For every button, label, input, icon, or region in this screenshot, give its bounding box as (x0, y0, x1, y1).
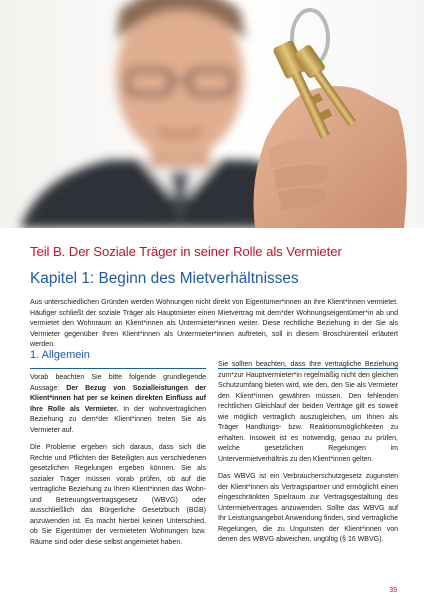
chapter-heading: Kapitel 1: Beginn des Mietverhältnisses (30, 270, 299, 287)
left-p1-emphasis: Der Bezug von Sozialleistungen der Klient*innen hat per se keinen direkten Einfluss auf Ihre Rolle als Vermieter. (30, 384, 206, 413)
left-p1-intro: Vorab beachten Sie bitte folgende grundlegende Aussage: (30, 374, 206, 392)
left-paragraph-1 (30, 373, 206, 436)
left-p1-rest: In der wohnvertraglichen Beziehung zu dem*der Klient*innen treten Sie als Vermieter auf. (30, 405, 206, 434)
page-number: 39 (389, 587, 397, 594)
right-paragraph-2: Das WBVG ist ein Verbraucherschutzgesetz zugunsten der Klient*innen als Vertragspartner und ermöglicht einen eingeschränkten Spielraum zur Vertragsgestaltung des Untermietvertrages anzuwenden. Sollte das WBVG auf Ihr Leistungsangebot Anwendung finden, sind vertragliche Regelungen, die zu Ungunsten der Klient*innen von denen des WBVG abweichen, ungültig (§ 16 WBVG). (218, 473, 398, 543)
right-column (218, 360, 398, 553)
part-heading: Teil B. Der Soziale Träger in seiner Rolle als Vermieter (30, 244, 342, 259)
left-column (30, 373, 206, 555)
photo-man-holding-keys (0, 0, 424, 228)
section-heading: 1. Allgemein (30, 349, 90, 361)
section-rule-left (30, 368, 206, 369)
header-photo (0, 0, 424, 228)
left-paragraph-2: Die Probleme ergeben sich daraus, dass sich die Rechte und Pflichten der Beteiligten aus verschiedenen gesetzlichen Regelungen ergeben können. Sie als sozialer Träger müssen vorab prüfen, ob auf die vertragliche Beziehung zu Ihren Klient*innen das Wohn- und Betreuungsvertragsgesetz (WBVG) oder ausschließlich das Bürgerliche Gesetzbuch (BGB) anzuwenden ist. Es macht hierbei keinen Unterschied, ob Sie Eigentümer der vermieteten Wohnungen bzw. Räume sind oder diese selbst angemietet haben. (30, 444, 206, 546)
right-paragraph-1: Sie sollten beachten, dass Ihre vertragliche Beziehung zum*zur Hauptvermieter*in regelmäßig nicht den gleichen Schutzumfang bieten wird, wie den, den Sie als Vermieter den Klient*innen gewähren müssen. Den fehlenden rechtlichen Gleichlauf der beiden Verträge gilt es soweit wie möglich vertraglich auszugleichen, um Ihnen als Träger Handlungs- bzw. Reaktionsmöglichkeiten zu erhalten. Insoweit ist es notwendig, genau zu prüfen, welche gesetzlichen Regelungen im Untervermietverhältnis zu den Klient*innen gelten. (218, 361, 398, 463)
intro-paragraph: Aus unterschiedlichen Gründen werden Wohnungen nicht direkt von Eigentümer*innen an ihre Klient*innen vermietet. Häufiger schließt der soziale Träger als Hauptmieter einen Mietvertrag mit dem*der Wohnungseigentümer*in ab und vermietet den Wohnraum an Klient*innen als Untermieter*innen weiter. Diese rechtliche Beziehung in der Sie als Vermieter gegenüber Ihren Klient*innen als Untermieter*innen auftreten, soll in diesem Broschürenteil erläutert werden. (30, 299, 398, 348)
